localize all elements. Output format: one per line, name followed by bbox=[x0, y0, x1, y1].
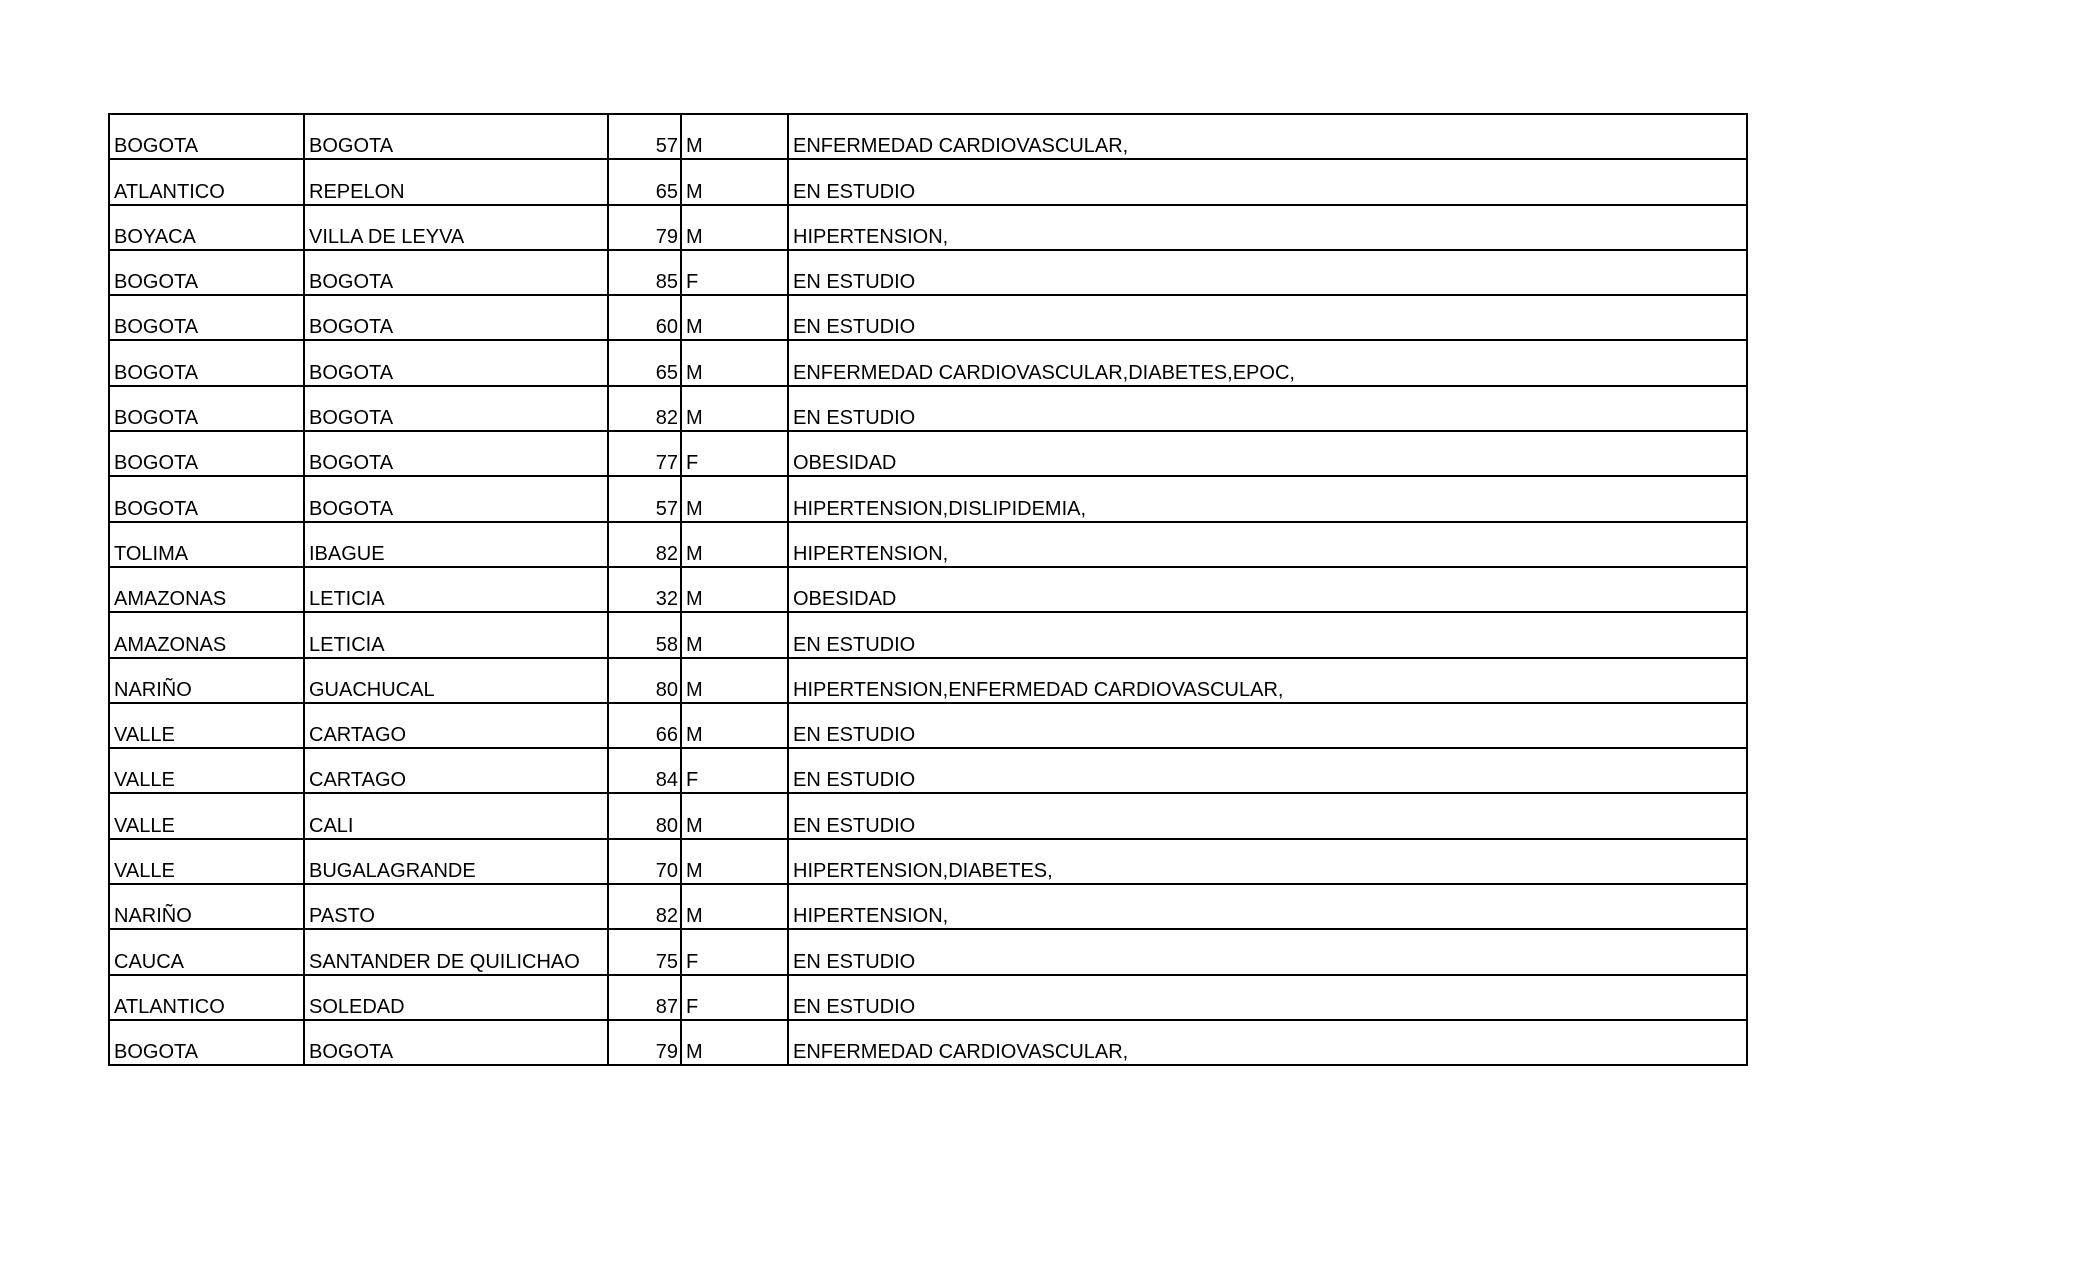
cell-comorbilidad: EN ESTUDIO bbox=[788, 975, 1747, 1020]
cell-edad: 60 bbox=[608, 295, 681, 340]
table-row bbox=[109, 114, 1747, 159]
cell-municipio: VILLA DE LEYVA bbox=[304, 205, 608, 250]
cell-municipio: SANTANDER DE QUILICHAO bbox=[304, 929, 608, 974]
cell-municipio: CALI bbox=[304, 793, 608, 838]
table-row bbox=[109, 612, 1747, 657]
cell-sexo: M bbox=[681, 793, 788, 838]
cell-departamento: BOGOTA bbox=[109, 250, 304, 295]
cell-sexo: M bbox=[681, 205, 788, 250]
cell-sexo: M bbox=[681, 522, 788, 567]
cell-edad: 85 bbox=[608, 250, 681, 295]
cell-edad: 66 bbox=[608, 703, 681, 748]
table-row bbox=[109, 295, 1747, 340]
cell-departamento: TOLIMA bbox=[109, 522, 304, 567]
cell-comorbilidad: ENFERMEDAD CARDIOVASCULAR, bbox=[788, 1020, 1747, 1065]
cell-comorbilidad: EN ESTUDIO bbox=[788, 929, 1747, 974]
cell-municipio: BOGOTA bbox=[304, 250, 608, 295]
cell-departamento: BOGOTA bbox=[109, 1020, 304, 1065]
cell-municipio: BOGOTA bbox=[304, 476, 608, 521]
cell-departamento: VALLE bbox=[109, 839, 304, 884]
cell-edad: 65 bbox=[608, 159, 681, 204]
cell-comorbilidad: EN ESTUDIO bbox=[788, 386, 1747, 431]
table-row bbox=[109, 975, 1747, 1020]
cell-municipio: BOGOTA bbox=[304, 1020, 608, 1065]
cell-comorbilidad: EN ESTUDIO bbox=[788, 295, 1747, 340]
cell-municipio: BOGOTA bbox=[304, 431, 608, 476]
cell-departamento: BOGOTA bbox=[109, 295, 304, 340]
data-table bbox=[108, 113, 1748, 1066]
table-row bbox=[109, 658, 1747, 703]
cell-sexo: M bbox=[681, 114, 788, 159]
cell-sexo: M bbox=[681, 340, 788, 385]
cell-sexo: M bbox=[681, 159, 788, 204]
cell-edad: 57 bbox=[608, 476, 681, 521]
cell-departamento: NARIÑO bbox=[109, 884, 304, 929]
cell-sexo: M bbox=[681, 386, 788, 431]
cell-departamento: NARIÑO bbox=[109, 658, 304, 703]
cell-comorbilidad: HIPERTENSION, bbox=[788, 884, 1747, 929]
cell-comorbilidad: EN ESTUDIO bbox=[788, 159, 1747, 204]
cell-departamento: BOGOTA bbox=[109, 431, 304, 476]
table-row bbox=[109, 476, 1747, 521]
cell-municipio: BOGOTA bbox=[304, 340, 608, 385]
cell-sexo: M bbox=[681, 476, 788, 521]
cell-departamento: AMAZONAS bbox=[109, 612, 304, 657]
cell-edad: 87 bbox=[608, 975, 681, 1020]
table-row bbox=[109, 567, 1747, 612]
cell-municipio: LETICIA bbox=[304, 567, 608, 612]
cell-departamento: BOGOTA bbox=[109, 340, 304, 385]
cell-edad: 82 bbox=[608, 522, 681, 567]
cell-edad: 65 bbox=[608, 340, 681, 385]
cell-sexo: F bbox=[681, 250, 788, 295]
cell-edad: 75 bbox=[608, 929, 681, 974]
cell-sexo: M bbox=[681, 612, 788, 657]
cell-municipio: LETICIA bbox=[304, 612, 608, 657]
cell-municipio: BUGALAGRANDE bbox=[304, 839, 608, 884]
cell-sexo: M bbox=[681, 1020, 788, 1065]
cell-departamento: VALLE bbox=[109, 793, 304, 838]
table-row bbox=[109, 205, 1747, 250]
cell-municipio: CARTAGO bbox=[304, 748, 608, 793]
cell-municipio: SOLEDAD bbox=[304, 975, 608, 1020]
cell-municipio: BOGOTA bbox=[304, 386, 608, 431]
cell-municipio: IBAGUE bbox=[304, 522, 608, 567]
cell-comorbilidad: OBESIDAD bbox=[788, 431, 1747, 476]
table-row bbox=[109, 431, 1747, 476]
cell-departamento: BOYACA bbox=[109, 205, 304, 250]
table-body bbox=[109, 114, 1747, 1065]
cell-comorbilidad: EN ESTUDIO bbox=[788, 612, 1747, 657]
cell-edad: 80 bbox=[608, 658, 681, 703]
table-row bbox=[109, 703, 1747, 748]
table-row bbox=[109, 1020, 1747, 1065]
cell-sexo: M bbox=[681, 884, 788, 929]
table-row bbox=[109, 748, 1747, 793]
cell-comorbilidad: HIPERTENSION,ENFERMEDAD CARDIOVASCULAR, bbox=[788, 658, 1747, 703]
table-row bbox=[109, 340, 1747, 385]
table-row bbox=[109, 159, 1747, 204]
cell-departamento: BOGOTA bbox=[109, 476, 304, 521]
cell-comorbilidad: ENFERMEDAD CARDIOVASCULAR, bbox=[788, 114, 1747, 159]
cell-edad: 32 bbox=[608, 567, 681, 612]
cell-comorbilidad: OBESIDAD bbox=[788, 567, 1747, 612]
cell-departamento: VALLE bbox=[109, 748, 304, 793]
cell-municipio: BOGOTA bbox=[304, 114, 608, 159]
cell-departamento: BOGOTA bbox=[109, 114, 304, 159]
table-row bbox=[109, 884, 1747, 929]
cell-edad: 82 bbox=[608, 884, 681, 929]
cell-edad: 70 bbox=[608, 839, 681, 884]
cell-edad: 77 bbox=[608, 431, 681, 476]
cell-edad: 57 bbox=[608, 114, 681, 159]
cell-comorbilidad: HIPERTENSION,DIABETES, bbox=[788, 839, 1747, 884]
cell-sexo: F bbox=[681, 748, 788, 793]
cell-municipio: REPELON bbox=[304, 159, 608, 204]
cell-departamento: AMAZONAS bbox=[109, 567, 304, 612]
table-row bbox=[109, 793, 1747, 838]
cell-comorbilidad: HIPERTENSION, bbox=[788, 205, 1747, 250]
cell-municipio: PASTO bbox=[304, 884, 608, 929]
cell-sexo: M bbox=[681, 567, 788, 612]
cell-sexo: F bbox=[681, 431, 788, 476]
cell-departamento: ATLANTICO bbox=[109, 975, 304, 1020]
cell-comorbilidad: ENFERMEDAD CARDIOVASCULAR,DIABETES,EPOC, bbox=[788, 340, 1747, 385]
cell-municipio: GUACHUCAL bbox=[304, 658, 608, 703]
cell-edad: 84 bbox=[608, 748, 681, 793]
cell-comorbilidad: EN ESTUDIO bbox=[788, 748, 1747, 793]
cell-comorbilidad: HIPERTENSION,DISLIPIDEMIA, bbox=[788, 476, 1747, 521]
cell-departamento: CAUCA bbox=[109, 929, 304, 974]
cell-departamento: BOGOTA bbox=[109, 386, 304, 431]
table-row bbox=[109, 522, 1747, 567]
cell-sexo: M bbox=[681, 703, 788, 748]
cell-sexo: M bbox=[681, 839, 788, 884]
table-row bbox=[109, 929, 1747, 974]
cell-departamento: ATLANTICO bbox=[109, 159, 304, 204]
table-row bbox=[109, 250, 1747, 295]
cell-edad: 80 bbox=[608, 793, 681, 838]
cell-municipio: BOGOTA bbox=[304, 295, 608, 340]
cell-comorbilidad: EN ESTUDIO bbox=[788, 703, 1747, 748]
table-row bbox=[109, 839, 1747, 884]
cell-sexo: M bbox=[681, 658, 788, 703]
cell-edad: 58 bbox=[608, 612, 681, 657]
cell-sexo: F bbox=[681, 975, 788, 1020]
cell-edad: 82 bbox=[608, 386, 681, 431]
cell-edad: 79 bbox=[608, 205, 681, 250]
cell-edad: 79 bbox=[608, 1020, 681, 1065]
cell-departamento: VALLE bbox=[109, 703, 304, 748]
table-row bbox=[109, 386, 1747, 431]
cell-comorbilidad: HIPERTENSION, bbox=[788, 522, 1747, 567]
cell-comorbilidad: EN ESTUDIO bbox=[788, 793, 1747, 838]
cell-sexo: M bbox=[681, 295, 788, 340]
cell-municipio: CARTAGO bbox=[304, 703, 608, 748]
cell-sexo: F bbox=[681, 929, 788, 974]
cell-comorbilidad: EN ESTUDIO bbox=[788, 250, 1747, 295]
